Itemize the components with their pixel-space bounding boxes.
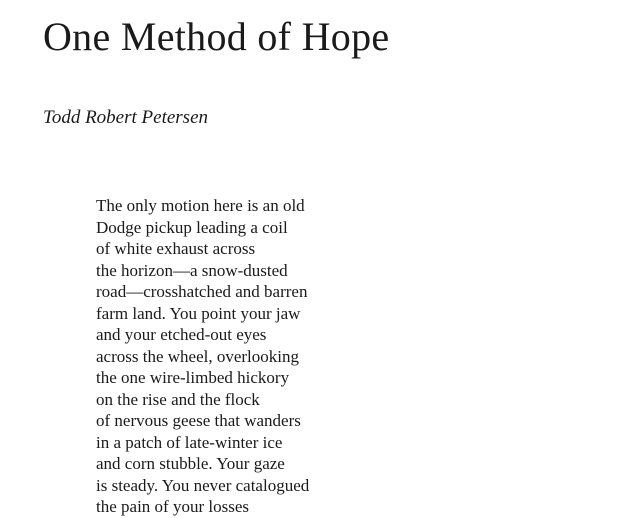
poem-line: the pain of your losses [96, 497, 249, 516]
poem-line: on the rise and the flock [96, 389, 260, 409]
poem-line: of white exhaust across [96, 239, 256, 258]
poem-line: across the wheel, overlooking [96, 346, 299, 366]
poem-line: farm land. You point your jaw [96, 303, 301, 323]
poem-line: is steady. You never catalogued [96, 475, 310, 495]
author-byline: Todd Robert Petersen [43, 107, 209, 128]
poem-title: One Method of Hope [43, 14, 390, 59]
poem-line: and corn stubble. Your gaze [96, 454, 285, 473]
poem-line: in a patch of late-winter ice [96, 432, 283, 452]
poem-line: and your etched-out eyes [96, 325, 267, 344]
poem-line: Dodge pickup leading a coil [96, 217, 288, 237]
poem-line: the one wire-limbed hickory [96, 368, 290, 387]
poem-line: the horizon—a snow-dusted [96, 260, 288, 280]
poem-line: road—crosshatched and barren [96, 282, 308, 301]
poem-line: The only motion here is an old [96, 196, 305, 215]
poem-line: of nervous geese that wanders [96, 411, 301, 430]
poem-body [96, 195, 309, 518]
